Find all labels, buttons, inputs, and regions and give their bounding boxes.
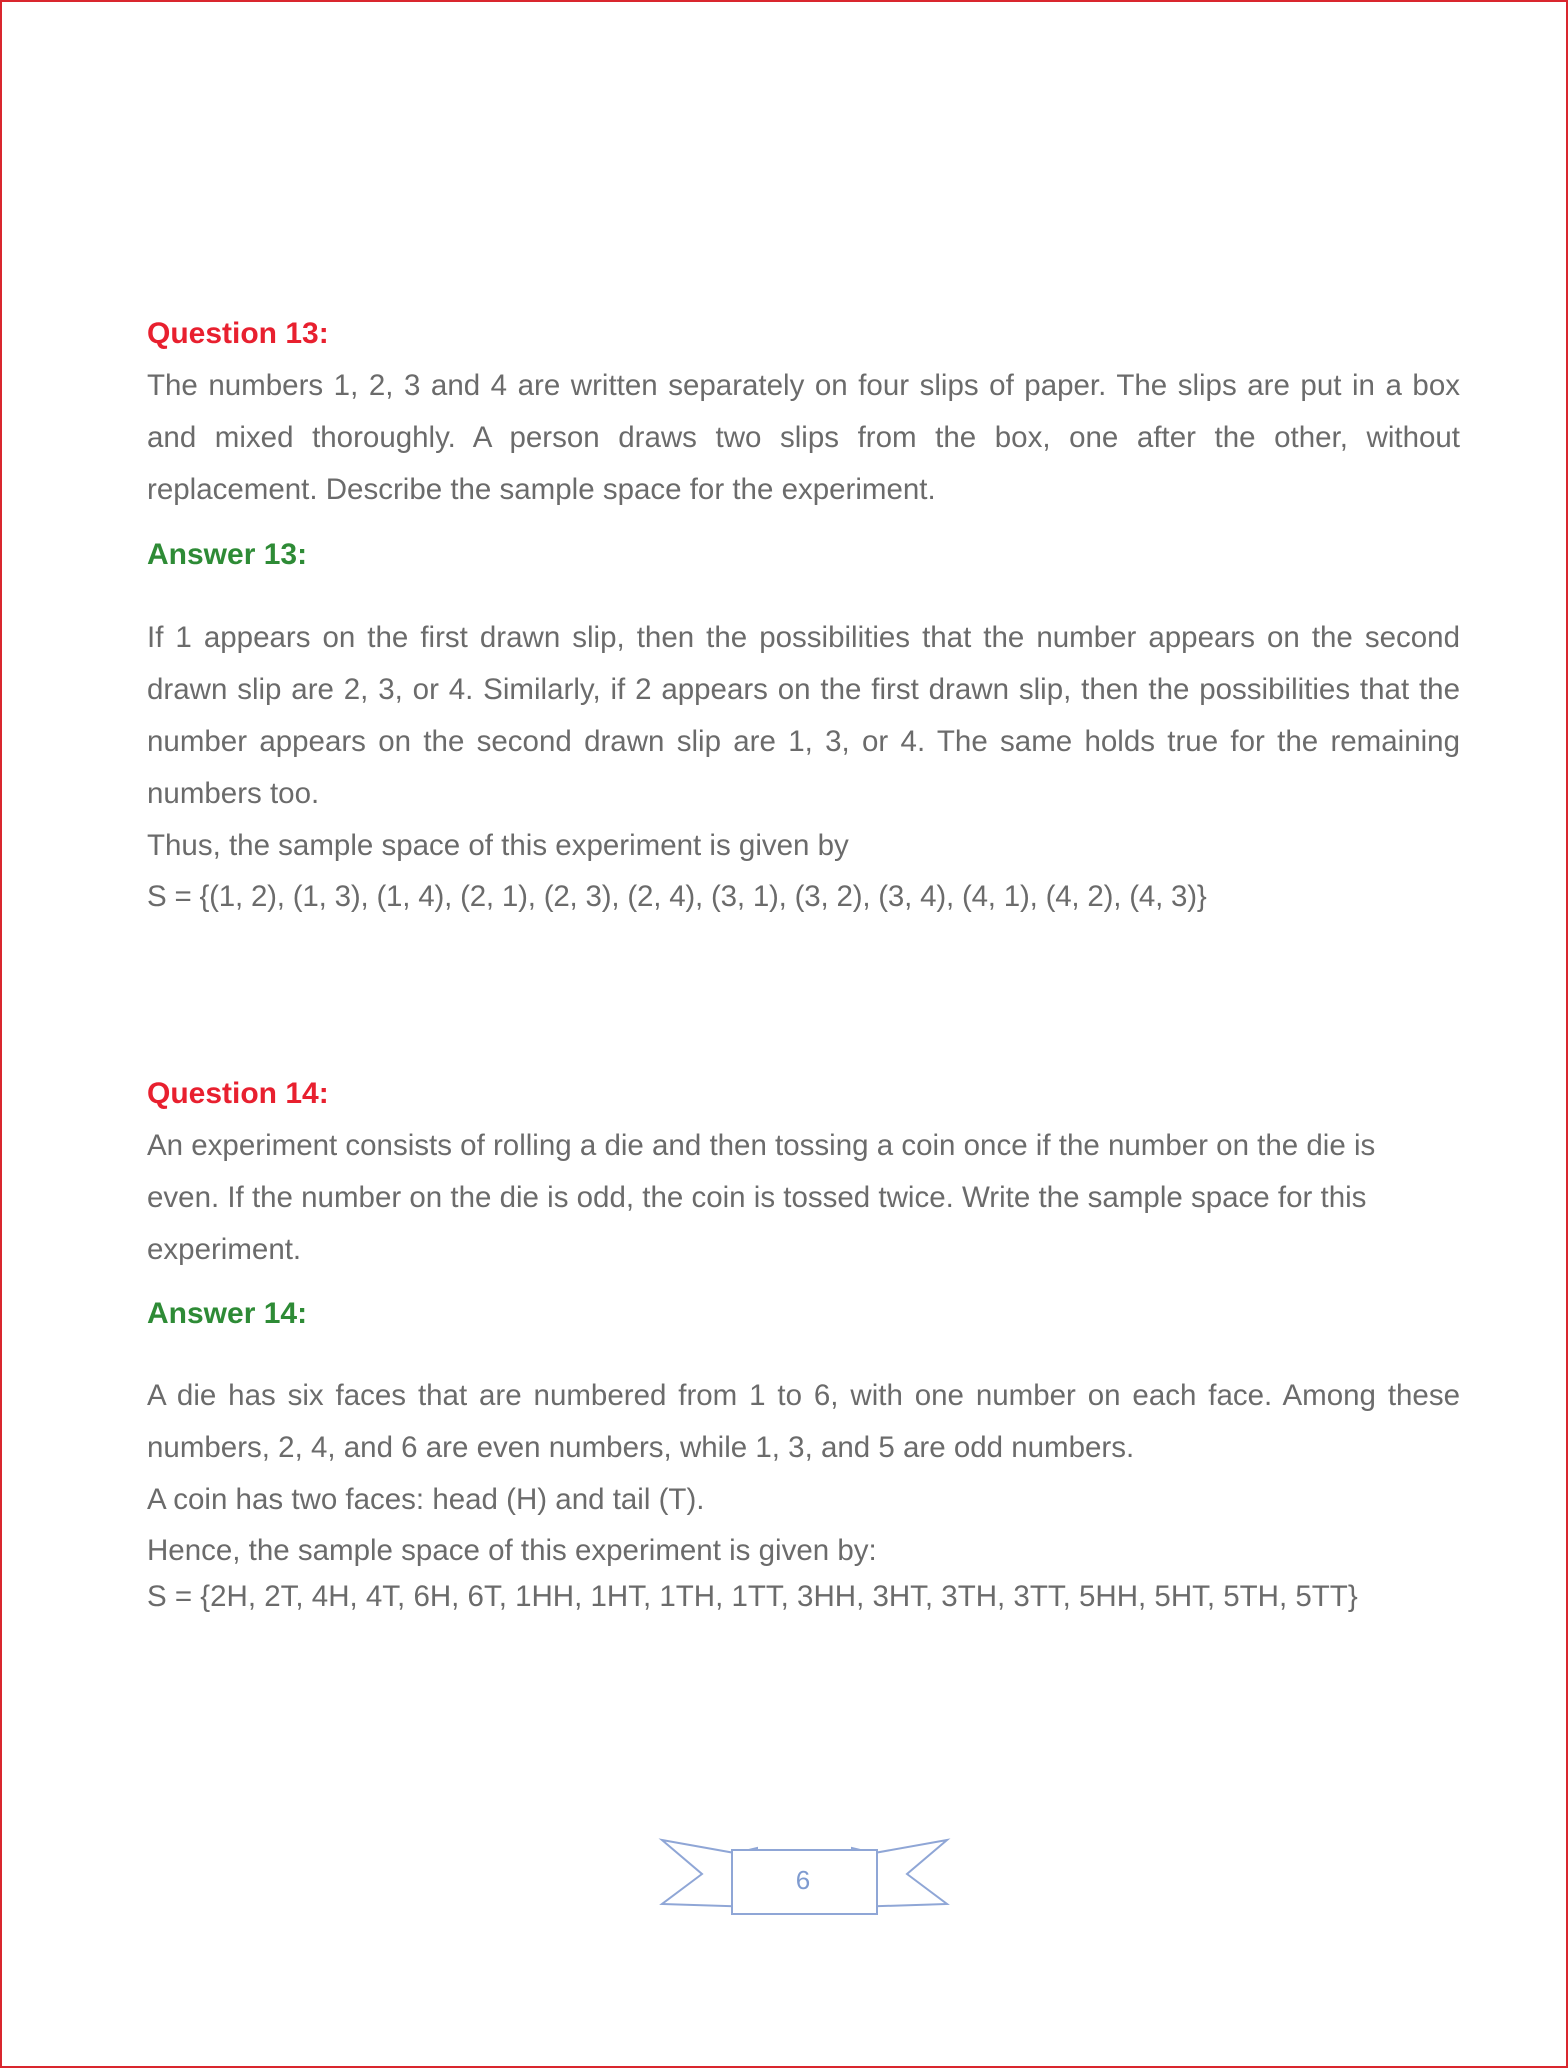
answer-13-sample-space: S = {(1, 2), (1, 3), (1, 4), (2, 1), (2, 3), (2, 4), (3, 1), (3, 2), (3, 4), (4, 1), (4, 2), (4, 3)} xyxy=(147,880,1207,913)
question-13 xyxy=(147,308,1460,516)
question-14-heading: Question 14: xyxy=(147,1077,329,1110)
answer-13-line2: Thus, the sample space of this experiment is given by xyxy=(147,829,849,862)
answer-13-text: If 1 appears on the first drawn slip, then the possibilities that the number appears on the second drawn slip are 2, 3, or 4. Similarly, if 2 appears on the first drawn slip, then the possibilities that the number appears on the second drawn slip are 1, 3, or 4. The same holds true for the remaining numbers too. xyxy=(147,621,1460,810)
answer-14-line2: A coin has two faces: head (H) and tail (T). xyxy=(147,1483,705,1516)
answer-14-heading: Answer 14: xyxy=(147,1297,308,1330)
question-13-text: The numbers 1, 2, 3 and 4 are written separately on four slips of paper. The slips are put in a box and mixed thoroughly. A person draws two slips from the box, one after the other, without replacement. Describe the sample space for the experiment. xyxy=(147,369,1460,506)
answer-13-heading: Answer 13: xyxy=(147,538,308,571)
answer-13 xyxy=(147,529,1460,581)
answer-14-line3: Hence, the sample space of this experiment is given by: xyxy=(147,1534,877,1567)
question-14-text: An experiment consists of rolling a die and then tossing a coin once if the number on the die is even. If the number on the die is odd, the coin is tossed twice. Write the sample space for this experiment. xyxy=(147,1129,1376,1266)
question-14 xyxy=(147,1068,1460,1276)
page-number: 6 xyxy=(795,1865,811,1895)
answer-14 xyxy=(147,1288,1460,1340)
question-13-heading: Question 13: xyxy=(147,317,329,350)
answer-14-text: A die has six faces that are numbered from 1 to 6, with one number on each face. Among these numbers, 2, 4, and 6 are even numbers, while 1, 3, and 5 are odd numbers. xyxy=(147,1379,1460,1464)
answer-14-body xyxy=(147,1370,1460,1618)
answer-13-body xyxy=(147,612,1460,922)
answer-14-sample-space: S = {2H, 2T, 4H, 4T, 6H, 6T, 1HH, 1HT, 1TH, 1TT, 3HH, 3HT, 3TH, 3TT, 5HH, 5HT, 5TH, 5TT} xyxy=(147,1580,1358,1613)
